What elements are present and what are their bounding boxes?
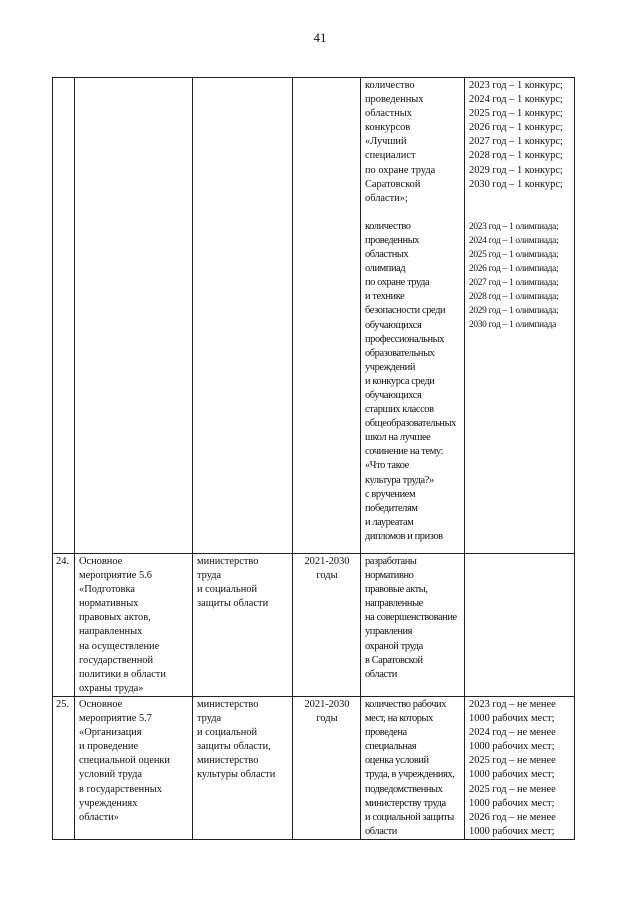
- table-row: [53, 78, 575, 554]
- term-cell: 2021-2030 годы: [293, 554, 361, 697]
- table-row: [53, 554, 575, 697]
- event-cell: Основное мероприятие 5.6 «Подготовка нормативных правовых актов, направленных на осуществление государственной политики в области охраны труда»: [75, 554, 193, 697]
- executor-cell: министерство труда и социальной защиты области, министерство культуры области: [193, 696, 293, 839]
- values-contests-text: 2023 год – 1 конкурс; 2024 год – 1 конкурс; 2025 год – 1 конкурс; 2026 год – 1 конкурс; 2027 год – 1 конкурс; 2028 год – 1 конкурс; 2029 год – 1 конкурс; 2030 год – 1 конкурс;: [469, 80, 563, 190]
- table-row: [53, 696, 575, 839]
- indicator-olympiads-text: количество проведенных областных олимпиад по охране труда и технике безопасности среди обучающихся профессиональных образовательных учреждений и конкурса среди обучающихся старших классов общеобразовательных школ на лучшее сочинение на тему: «Что такое культура труда?» с вручением победителям и лауреатам дипломов и призов: [365, 220, 456, 542]
- measures-table: [52, 77, 575, 840]
- values-cell: [465, 554, 575, 697]
- page-number: 41: [313, 30, 327, 45]
- row-number-cell: [53, 78, 75, 554]
- term-cell: 2021-2030 годы: [293, 696, 361, 839]
- values-cell: 2023 год – не менее 1000 рабочих мест; 2024 год – не менее 1000 рабочих мест; 2025 год – не менее 1000 рабочих мест; 2025 год – не менее 1000 рабочих мест; 2026 год – не менее 1000 рабочих мест;: [465, 696, 575, 839]
- executor-cell: [193, 78, 293, 554]
- term-cell: [293, 78, 361, 554]
- indicator-cell: количество рабочих мест, на которых проведена специальная оценка условий труда, в учреждениях, подведомственных министерству труда и социальной защиты области: [361, 696, 465, 839]
- values-cell: [465, 78, 575, 554]
- indicator-contests-text: количество проведенных областных конкурсов «Лучший специалист по охране труда Саратовской области»;: [365, 80, 436, 204]
- event-cell: [75, 78, 193, 554]
- row-number-cell: 24.: [53, 554, 75, 697]
- values-olympiads-text: 2023 год – 1 олимпиада; 2024 год – 1 олимпиада; 2025 год – 1 олимпиада; 2026 год – 1 олимпиада; 2027 год – 1 олимпиада; 2028 год – 1 олимпиада; 2029 год – 1 олимпиада; 2030 год – 1 олимпиада: [469, 221, 559, 331]
- event-cell: Основное мероприятие 5.7 «Организация и проведение специальной оценки условий труда в государственных учреждениях области»: [75, 696, 193, 839]
- indicator-cell: [361, 78, 465, 554]
- row-number-cell: 25.: [53, 696, 75, 839]
- indicator-cell: разработаны нормативно правовые акты, направленные на совершенствование управления охраной труда в Саратовской области: [361, 554, 465, 697]
- executor-cell: министерство труда и социальной защиты области: [193, 554, 293, 697]
